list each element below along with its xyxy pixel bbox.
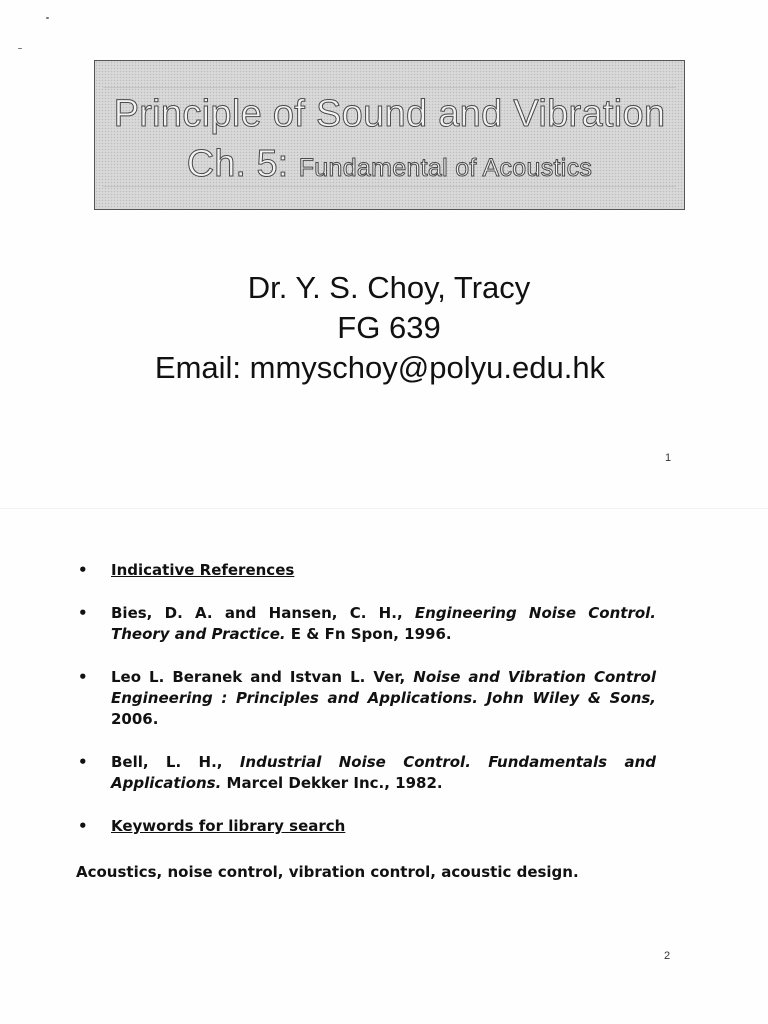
page-number-1: 1 — [665, 452, 672, 464]
references-heading: Indicative References — [111, 561, 295, 579]
course-title: Principle of Sound and Vibration — [113, 93, 666, 135]
references-section — [76, 560, 656, 837]
bullet-icon: • — [78, 561, 88, 579]
bullet-icon: • — [78, 604, 88, 622]
reference-publisher: 2006. — [111, 710, 159, 728]
reference-authors: Leo L. Beranek and Istvan L. Ver, — [111, 668, 414, 686]
keywords-heading: Keywords for library search — [111, 817, 346, 835]
references-heading-item — [76, 560, 656, 581]
bullet-icon: • — [78, 753, 88, 771]
slide-divider — [0, 508, 768, 509]
office-room: FG 639 — [337, 310, 441, 345]
reference-item — [76, 603, 656, 645]
author-email: Email: mmyschoy@polyu.edu.hk — [154, 350, 606, 385]
chapter-title — [95, 143, 684, 186]
scan-speck — [46, 17, 49, 19]
slide-title-box — [94, 60, 685, 210]
reference-authors: Bies, D. A. and Hansen, C. H., — [111, 604, 415, 622]
reference-title: Industrial Noise Control. Fundamentals and Applications. — [111, 753, 656, 792]
scan-speck — [18, 48, 22, 49]
keywords-heading-item — [76, 816, 656, 837]
chapter-number: Ch. 5: — [186, 143, 299, 185]
page-number-2: 2 — [664, 950, 671, 962]
reference-item — [76, 667, 656, 730]
author-name: Dr. Y. S. Choy, Tracy — [247, 270, 531, 305]
bullet-icon: • — [78, 817, 88, 835]
bullet-icon: • — [78, 668, 88, 686]
chapter-topic: Fundamental of Acoustics — [298, 154, 593, 182]
reference-title: Engineering Noise Control. Theory and Practice. — [111, 604, 656, 643]
reference-publisher: E & Fn Spon, 1996. — [285, 625, 452, 643]
reference-title: Noise and Vibration Control Engineering : Principles and Applications. John Wiley & Sons, — [111, 668, 656, 707]
reference-publisher: Marcel Dekker Inc., 1982. — [221, 774, 443, 792]
reference-authors: Bell, L. H., — [111, 753, 240, 771]
reference-item — [76, 752, 656, 794]
keywords-list: Acoustics, noise control, vibration control, acoustic design. — [76, 863, 579, 881]
